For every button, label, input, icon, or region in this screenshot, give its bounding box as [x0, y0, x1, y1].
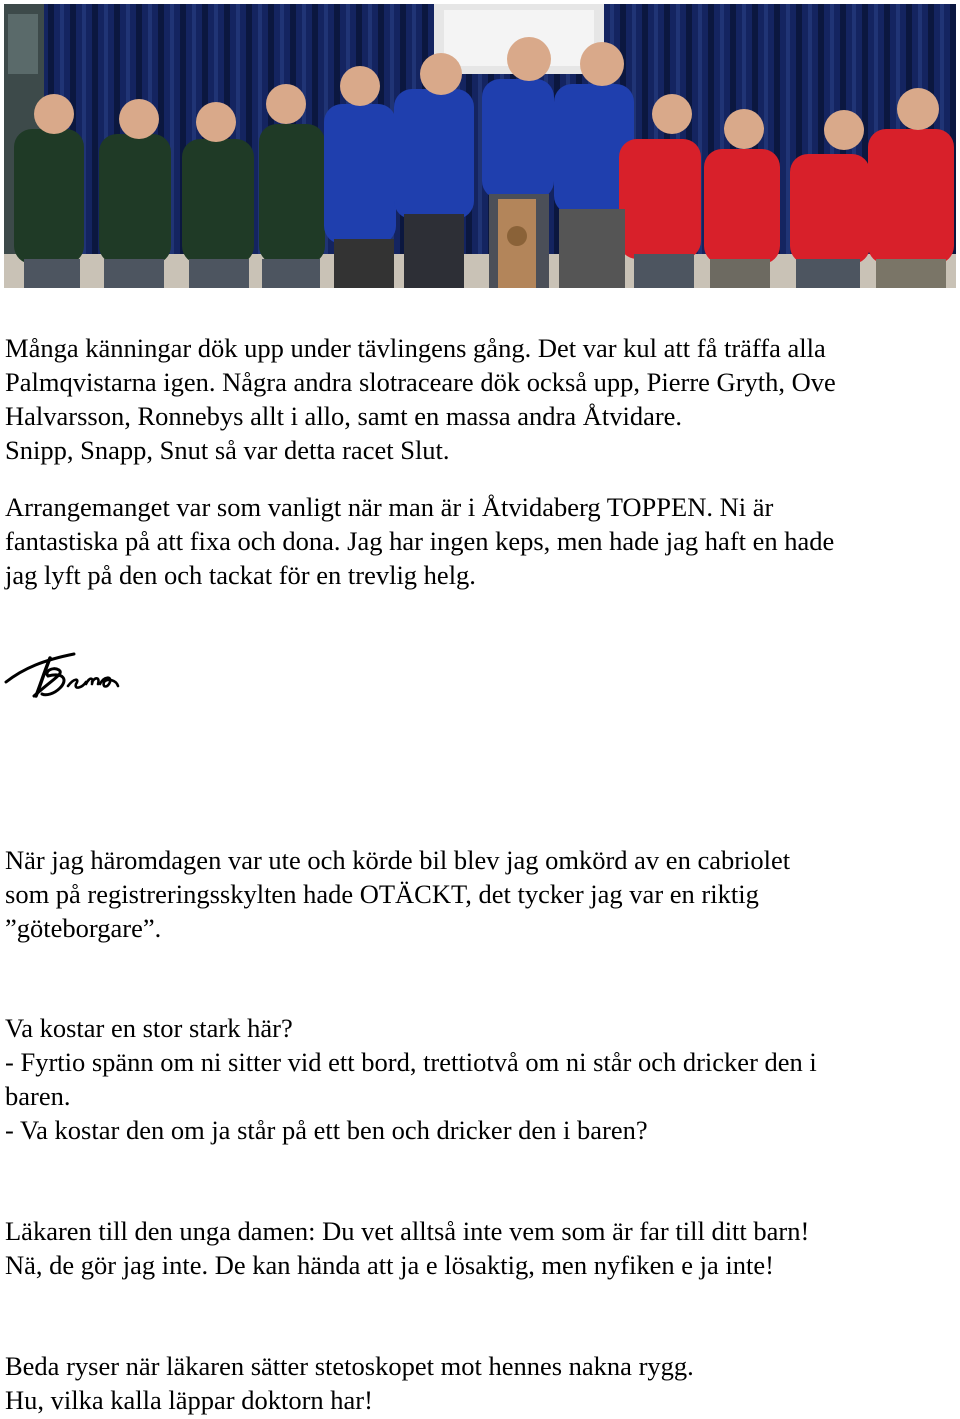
text-line: Hu, vilka kalla läppar doktorn har! [5, 1385, 373, 1415]
paragraph-stethoscope-joke [5, 1349, 950, 1417]
text-line: som på registreringsskylten hade OTÄCKT, det tycker jag var en riktig [5, 879, 759, 909]
text-line: Snipp, Snapp, Snut så var detta racet Slut. [5, 435, 450, 465]
text-line: - Fyrtio spänn om ni sitter vid ett bord, trettiotvå om ni står och dricker den i [5, 1047, 817, 1077]
text-line: Nä, de gör jag inte. De kan hända att ja e lösaktig, men nyfiken e ja inte! [5, 1250, 774, 1280]
text-line: fantastiska på att fixa och dona. Jag har ingen keps, men hade jag haft en hade [5, 526, 835, 556]
text-line: Många känningar dök upp under tävlingens gång. Det var kul att få träffa alla [5, 333, 826, 363]
signature [4, 648, 124, 704]
text-line: ”göteborgare”. [5, 913, 162, 943]
paragraph-doctor-joke [5, 1214, 950, 1282]
text-line: jag lyft på den och tackat för en trevlig helg. [5, 560, 476, 590]
text-line: Läkaren till den unga damen: Du vet alltså inte vem som är far till ditt barn! [5, 1216, 810, 1246]
team-photo [4, 4, 956, 288]
text-line: baren. [5, 1081, 71, 1111]
text-line: Arrangemanget var som vanligt när man är i Åtvidaberg TOPPEN. Ni är [5, 492, 774, 522]
text-line: - Va kostar den om ja står på ett ben och dricker den i baren? [5, 1115, 648, 1145]
text-line: Beda ryser när läkaren sätter stetoskopet mot hennes nakna rygg. [5, 1351, 694, 1381]
text-line: Halvarsson, Ronnebys allt i allo, samt en massa andra Åtvidare. [5, 401, 683, 431]
paragraph-competition [5, 331, 950, 467]
text-line: Palmqvistarna igen. Några andra slotraceare dök också upp, Pierre Gryth, Ove [5, 367, 836, 397]
signature-icon [4, 648, 124, 704]
team-photo-icon [4, 4, 956, 288]
text-line: När jag häromdagen var ute och körde bil blev jag omkörd av en cabriolet [5, 845, 791, 875]
paragraph-cabriolet [5, 843, 950, 945]
paragraph-arrangement [5, 490, 950, 592]
paragraph-beer-joke [5, 1011, 950, 1147]
text-line: Va kostar en stor stark här? [5, 1013, 293, 1043]
